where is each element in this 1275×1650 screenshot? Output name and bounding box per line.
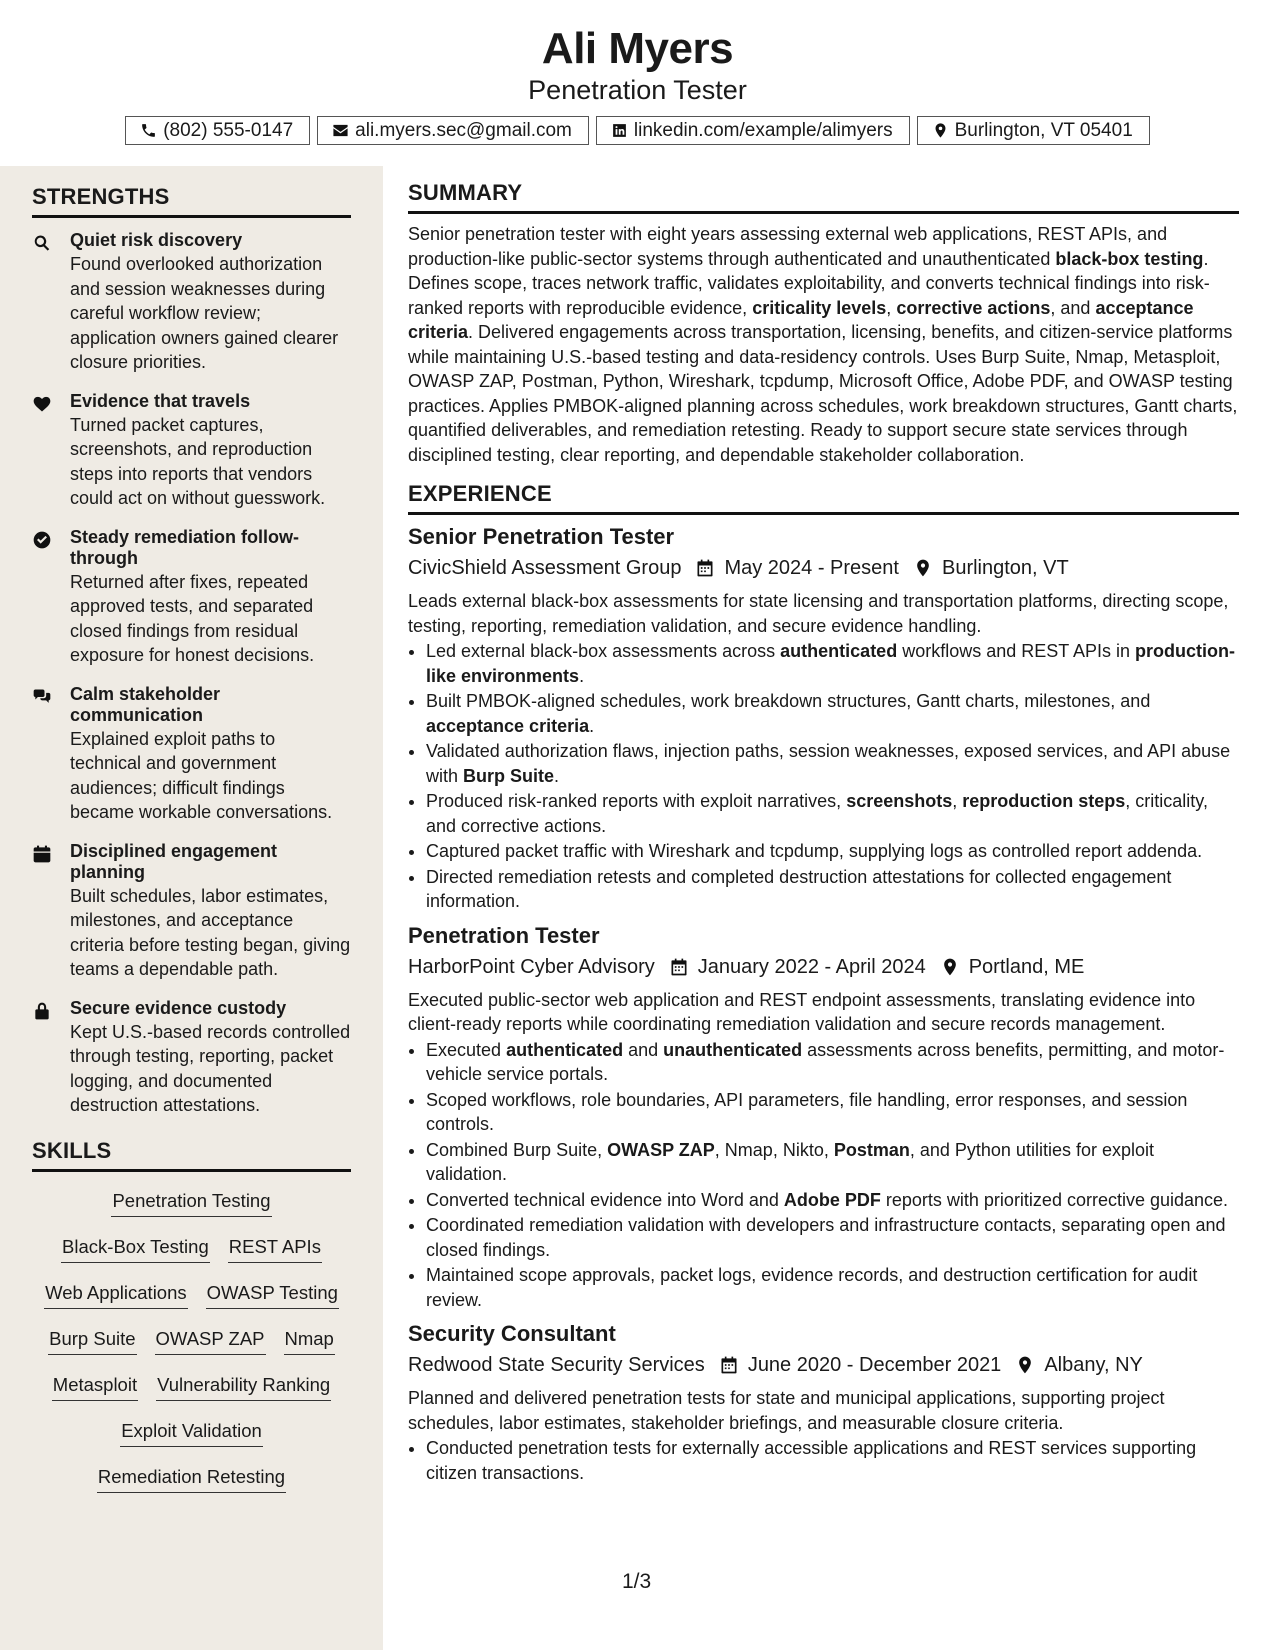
calendar-outline-icon bbox=[695, 558, 715, 578]
candidate-name: Ali Myers bbox=[541, 24, 734, 73]
experience-heading: EXPERIENCE bbox=[408, 481, 1239, 515]
skill-tag: REST APIs bbox=[228, 1234, 322, 1263]
bullet-item: • Led external black-box assessments across authenticated workflows and REST APIs in production-like environments. bbox=[426, 639, 1239, 688]
map-pin-icon bbox=[913, 558, 933, 578]
job-company: HarborPoint Cyber Advisory bbox=[408, 955, 655, 978]
envelope-icon bbox=[332, 122, 349, 139]
job-description: Planned and delivered penetration tests for state and municipal applications, supporting project schedules, labor estimates, stakeholder briefings, and measurable closure criteria. bbox=[408, 1388, 1165, 1433]
summary-text: Senior penetration tester with eight years assessing external web applications, REST APIs, and production-like public-sector systems through authenticated and unauthenticated black-box testing. Defines scope, traces network traffic, validates exploitability, and converts technical findings into risk-ranked reports with reproducible evidence, criticality levels, corrective actions, and acceptance criteria. Delivered engagements across transportation, licensing, benefits, and citizen-service platforms while maintaining U.S.-based testing and data-residency controls. Uses Burp Suite, Nmap, Metasploit, OWASP ZAP, Postman, Python, Wireshark, tcpdump, Microsoft Office, Adobe PDF, and OWASP testing practices. Applies PMBOK-aligned planning across schedules, work breakdown structures, Gantt charts, quantified deliverables, and remediation retesting. Ready to support secure state services through disciplined testing, clear reporting, and dependable stakeholder collaboration. bbox=[408, 224, 1238, 465]
resume-header bbox=[0, 0, 1275, 145]
candidate-title: Penetration Tester bbox=[528, 75, 747, 105]
search-icon bbox=[32, 233, 52, 253]
bullet-item: • Maintained scope approvals, packet logs, evidence records, and destruction certification for audit review. bbox=[426, 1263, 1239, 1312]
strength-desc: Built schedules, labor estimates, milestones, and acceptance criteria before testing began, giving teams a dependable path. bbox=[70, 885, 351, 979]
strength-title: Quiet risk discovery bbox=[70, 230, 243, 250]
job-entry bbox=[408, 523, 1239, 914]
bullet-item: • Executed authenticated and unauthenticated assessments across benefits, permitting, and motor-vehicle service portals. bbox=[426, 1038, 1239, 1087]
job-location: Portland, ME bbox=[968, 955, 1085, 978]
skill-tag: Black-Box Testing bbox=[61, 1234, 210, 1263]
page-number: 1/3 bbox=[622, 1570, 652, 1593]
bullet-item: • Scoped workflows, role boundaries, API parameters, file handling, error responses, and session controls. bbox=[426, 1088, 1239, 1137]
job-location: Burlington, VT bbox=[941, 557, 1069, 579]
strength-desc: Returned after fixes, repeated approved tests, and separated closed findings from residual exposure for honest decisions. bbox=[70, 571, 315, 665]
job-dates: January 2022 - April 2024 bbox=[697, 955, 926, 978]
skill-tag: Nmap bbox=[284, 1326, 335, 1355]
bullet-item: • Produced risk-ranked reports with exploit narratives, screenshots, reproduction steps, criticality, and corrective actions. bbox=[426, 789, 1239, 838]
sidebar bbox=[0, 166, 383, 1650]
job-meta bbox=[408, 1350, 1239, 1380]
skill-tag: Burp Suite bbox=[48, 1326, 136, 1355]
job-location: Albany, NY bbox=[1044, 1354, 1143, 1376]
skill-tag: Penetration Testing bbox=[111, 1188, 271, 1217]
job-entry bbox=[408, 922, 1239, 1313]
job-entry bbox=[408, 1320, 1239, 1485]
job-bullets bbox=[408, 1038, 1239, 1313]
strength-desc: Found overlooked authorization and session weaknesses during careful workflow review; application owners gained clearer closure priorities. bbox=[70, 254, 339, 372]
linkedin-text: linkedin.com/example/alimyers bbox=[633, 119, 893, 141]
bullet-item: • Combined Burp Suite, OWASP ZAP, Nmap, Nikto, Postman, and Python utilities for exploit validation. bbox=[426, 1138, 1239, 1187]
contact-bar bbox=[0, 116, 1275, 145]
strength-item bbox=[32, 684, 351, 825]
job-bullets bbox=[408, 639, 1239, 914]
bullet-item: • Validated authorization flaws, injection paths, session weaknesses, exposed services, and API abuse with Burp Suite. bbox=[426, 739, 1239, 788]
job-dates: May 2024 - Present bbox=[724, 557, 899, 579]
strength-title: Calm stakeholder communication bbox=[70, 683, 221, 725]
strength-item bbox=[32, 527, 351, 668]
job-title: Security Consultant bbox=[408, 1321, 616, 1346]
calendar-icon bbox=[32, 844, 52, 864]
strength-desc: Explained exploit paths to technical and government audiences; difficult findings became workable conversations. bbox=[70, 728, 333, 822]
skill-tag: Exploit Validation bbox=[120, 1418, 263, 1447]
phone-icon bbox=[140, 122, 157, 139]
calendar-outline-icon bbox=[669, 957, 689, 977]
calendar-outline-icon bbox=[719, 1355, 739, 1375]
bullet-item: • Built PMBOK-aligned schedules, work breakdown structures, Gantt charts, milestones, and acceptance criteria. bbox=[426, 689, 1239, 738]
check-circle-icon bbox=[32, 530, 52, 550]
chat-bubbles-icon bbox=[32, 687, 52, 707]
skill-tag: Vulnerability Ranking bbox=[156, 1372, 331, 1401]
strength-title: Evidence that travels bbox=[70, 390, 251, 411]
email-text: ali.myers.sec@gmail.com bbox=[355, 119, 572, 141]
job-company: CivicShield Assessment Group bbox=[408, 557, 682, 579]
strength-item bbox=[32, 998, 351, 1118]
job-description: Executed public-sector web application and REST endpoint assessments, translating evidence into client-ready reports while coordinating remediation validation and secure records management. bbox=[408, 989, 1196, 1034]
strength-item bbox=[32, 391, 351, 511]
phone-text: (802) 555-0147 bbox=[163, 119, 294, 141]
lock-icon bbox=[32, 1001, 52, 1021]
skill-tag: Web Applications bbox=[44, 1280, 188, 1309]
skills-list bbox=[32, 1180, 351, 1502]
heart-icon bbox=[32, 394, 52, 414]
location-text: Burlington, VT 05401 bbox=[954, 119, 1133, 141]
job-bullets bbox=[408, 1436, 1239, 1485]
bullet-item: • Coordinated remediation validation with developers and infrastructure contacts, separating open and closed findings. bbox=[426, 1213, 1239, 1262]
skills-heading: SKILLS bbox=[32, 1138, 351, 1172]
job-meta bbox=[408, 553, 1239, 583]
linkedin-icon bbox=[611, 122, 628, 139]
strengths-heading: STRENGTHS bbox=[32, 184, 351, 218]
strength-title: Steady remediation follow-through bbox=[70, 526, 300, 568]
contact-linkedin[interactable] bbox=[596, 116, 910, 145]
strength-item bbox=[32, 841, 351, 982]
main-content bbox=[408, 180, 1239, 1486]
skill-tag: OWASP ZAP bbox=[155, 1326, 266, 1355]
summary-heading: SUMMARY bbox=[408, 180, 1239, 214]
job-company: Redwood State Security Services bbox=[408, 1354, 705, 1376]
strength-desc: Turned packet captures, screenshots, and reproduction steps into reports that vendors could act on without guesswork. bbox=[70, 414, 326, 508]
skill-tag: OWASP Testing bbox=[206, 1280, 339, 1309]
job-meta bbox=[408, 952, 1239, 982]
contact-email[interactable] bbox=[317, 116, 589, 145]
job-description: Leads external black-box assessments for state licensing and transportation platforms, directing scope, testing, reporting, remediation validation, and secure evidence handling. bbox=[408, 591, 1229, 636]
bullet-item: • Directed remediation retests and completed destruction attestations for collected engagement information. bbox=[426, 865, 1239, 914]
bullet-item: • Conducted penetration tests for externally accessible applications and REST services supporting citizen transactions. bbox=[426, 1436, 1239, 1485]
skill-tag: Metasploit bbox=[52, 1372, 138, 1401]
job-title: Senior Penetration Tester bbox=[408, 524, 675, 549]
contact-location bbox=[917, 116, 1150, 145]
bullet-item: • Converted technical evidence into Word and Adobe PDF reports with prioritized corrective guidance. bbox=[426, 1188, 1239, 1213]
job-title: Penetration Tester bbox=[408, 922, 600, 948]
map-pin-icon bbox=[1015, 1355, 1035, 1375]
job-dates: June 2020 - December 2021 bbox=[747, 1354, 1002, 1376]
strengths-list bbox=[32, 230, 351, 1118]
map-pin-icon bbox=[940, 957, 960, 977]
strength-desc: Kept U.S.-based records controlled through testing, reporting, packet logging, and documented destruction attestations. bbox=[70, 1021, 351, 1115]
skill-tag: Remediation Retesting bbox=[97, 1464, 286, 1493]
bullet-item: • Captured packet traffic with Wireshark and tcpdump, supplying logs as controlled report addenda. bbox=[426, 839, 1239, 864]
contact-phone[interactable] bbox=[125, 116, 310, 145]
map-pin-icon bbox=[932, 122, 949, 139]
strength-title: Secure evidence custody bbox=[70, 997, 287, 1018]
strength-title: Disciplined engagement planning bbox=[70, 840, 278, 882]
strength-item bbox=[32, 230, 351, 375]
